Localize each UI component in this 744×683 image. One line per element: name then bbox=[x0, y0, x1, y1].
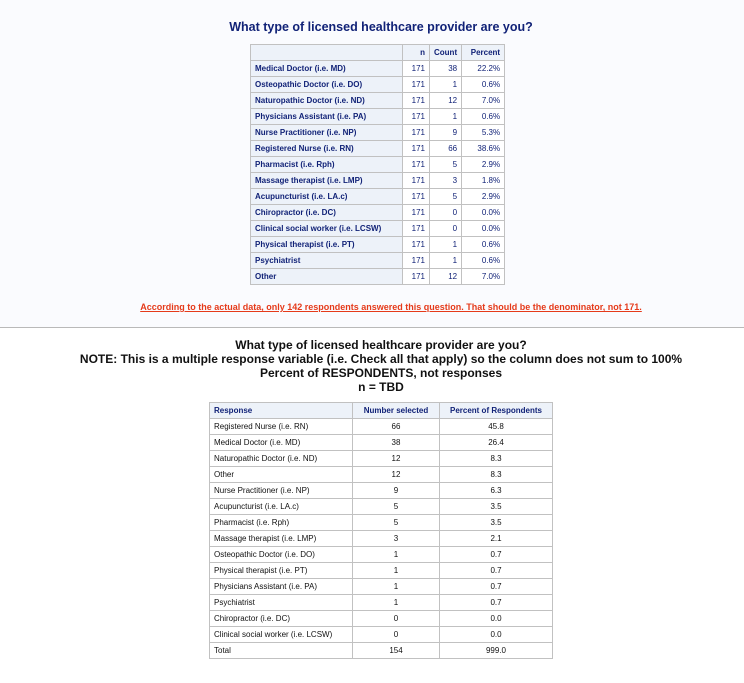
table1-title: What type of licensed healthcare provider are you? bbox=[229, 20, 533, 34]
table1-cell-count: 38 bbox=[430, 61, 462, 77]
table1-cell-n: 171 bbox=[403, 125, 430, 141]
table1-cell-n: 171 bbox=[403, 157, 430, 173]
table2-cell-number: 9 bbox=[353, 483, 440, 499]
table1-cell-percent: 0.6% bbox=[462, 109, 505, 125]
table1-row bbox=[251, 189, 505, 205]
table1-cell-percent: 0.0% bbox=[462, 205, 505, 221]
table1-cell-percent: 5.3% bbox=[462, 125, 505, 141]
table1-cell-percent: 2.9% bbox=[462, 189, 505, 205]
table2-cell-response: Massage therapist (i.e. LMP) bbox=[210, 531, 353, 547]
table2-cell-percent: 0.0 bbox=[440, 611, 553, 627]
table1-cell-percent: 0.6% bbox=[462, 237, 505, 253]
table1-header-percent: Percent bbox=[462, 45, 505, 61]
table2-cell-response: Physical therapist (i.e. PT) bbox=[210, 563, 353, 579]
table1-cell-percent: 0.0% bbox=[462, 221, 505, 237]
table2-cell-number: 1 bbox=[353, 579, 440, 595]
table2-cell-response: Clinical social worker (i.e. LCSW) bbox=[210, 627, 353, 643]
table2-cell-percent: 0.7 bbox=[440, 563, 553, 579]
table1-cell-n: 171 bbox=[403, 61, 430, 77]
table1-cell-n: 171 bbox=[403, 77, 430, 93]
table1-row-label: Massage therapist (i.e. LMP) bbox=[251, 173, 403, 189]
table2-header-row bbox=[210, 403, 553, 419]
table1-cell-n: 171 bbox=[403, 173, 430, 189]
table1-cell-n: 171 bbox=[403, 205, 430, 221]
table1-cell-percent: 7.0% bbox=[462, 269, 505, 285]
table1-cell-n: 171 bbox=[403, 237, 430, 253]
table1-cell-count: 1 bbox=[430, 109, 462, 125]
table2-header-number: Number selected bbox=[353, 403, 440, 419]
table1-row-label: Chiropractor (i.e. DC) bbox=[251, 205, 403, 221]
table2-row bbox=[210, 611, 553, 627]
table2-cell-response: Chiropractor (i.e. DC) bbox=[210, 611, 353, 627]
table2-cell-response: Total bbox=[210, 643, 353, 659]
table1-cell-percent: 7.0% bbox=[462, 93, 505, 109]
table2-cell-percent: 3.5 bbox=[440, 515, 553, 531]
table1-row bbox=[251, 253, 505, 269]
table1-cell-percent: 22.2% bbox=[462, 61, 505, 77]
table2-cell-number: 1 bbox=[353, 563, 440, 579]
table1-row bbox=[251, 237, 505, 253]
table2-cell-number: 5 bbox=[353, 515, 440, 531]
table2-cell-percent: 8.3 bbox=[440, 451, 553, 467]
table2-cell-percent: 0.7 bbox=[440, 547, 553, 563]
table1-row-label: Nurse Practitioner (i.e. NP) bbox=[251, 125, 403, 141]
table1-cell-n: 171 bbox=[403, 109, 430, 125]
table2-cell-response: Psychiatrist bbox=[210, 595, 353, 611]
table2-cell-number: 12 bbox=[353, 451, 440, 467]
table2-titles bbox=[0, 338, 744, 394]
table1-cell-count: 1 bbox=[430, 253, 462, 269]
table2-cell-percent: 26.4 bbox=[440, 435, 553, 451]
table2-cell-percent: 2.1 bbox=[440, 531, 553, 547]
table1-row-label: Osteopathic Doctor (i.e. DO) bbox=[251, 77, 403, 93]
table1-cell-count: 3 bbox=[430, 173, 462, 189]
table1-row-label: Medical Doctor (i.e. MD) bbox=[251, 61, 403, 77]
table2-row bbox=[210, 643, 553, 659]
table1-cell-percent: 2.9% bbox=[462, 157, 505, 173]
table2-row bbox=[210, 515, 553, 531]
table1-header-row bbox=[251, 45, 505, 61]
table2-cell-number: 38 bbox=[353, 435, 440, 451]
table1-cell-n: 171 bbox=[403, 141, 430, 157]
table2-n-line: n = TBD bbox=[358, 380, 404, 394]
table1-cell-percent: 0.6% bbox=[462, 77, 505, 93]
table1-cell-count: 12 bbox=[430, 269, 462, 285]
table1-header-n: n bbox=[403, 45, 430, 61]
provider-frequency-table bbox=[250, 44, 505, 285]
table2-cell-number: 0 bbox=[353, 627, 440, 643]
table2-cell-response: Registered Nurse (i.e. RN) bbox=[210, 419, 353, 435]
table2-row bbox=[210, 419, 553, 435]
table1-row bbox=[251, 269, 505, 285]
table1-row-label: Registered Nurse (i.e. RN) bbox=[251, 141, 403, 157]
table2-cell-percent: 6.3 bbox=[440, 483, 553, 499]
table1-cell-count: 0 bbox=[430, 205, 462, 221]
table2-cell-response: Nurse Practitioner (i.e. NP) bbox=[210, 483, 353, 499]
table2-header-response: Response bbox=[210, 403, 353, 419]
table1-cell-n: 171 bbox=[403, 269, 430, 285]
table2-cell-percent: 45.8 bbox=[440, 419, 553, 435]
table1-row-label: Physicians Assistant (i.e. PA) bbox=[251, 109, 403, 125]
table1-row bbox=[251, 125, 505, 141]
table2-row bbox=[210, 483, 553, 499]
table1-row bbox=[251, 221, 505, 237]
table2-cell-number: 3 bbox=[353, 531, 440, 547]
table1-cell-n: 171 bbox=[403, 189, 430, 205]
table1-row-label: Psychiatrist bbox=[251, 253, 403, 269]
table2-cell-percent: 999.0 bbox=[440, 643, 553, 659]
table1-row-label: Acupuncturist (i.e. LA.c) bbox=[251, 189, 403, 205]
table1-row-label: Clinical social worker (i.e. LCSW) bbox=[251, 221, 403, 237]
table2-row bbox=[210, 595, 553, 611]
table1-cell-count: 5 bbox=[430, 189, 462, 205]
table1-cell-percent: 0.6% bbox=[462, 253, 505, 269]
table2-row bbox=[210, 531, 553, 547]
table1-cell-percent: 1.8% bbox=[462, 173, 505, 189]
table2-cell-response: Acupuncturist (i.e. LA.c) bbox=[210, 499, 353, 515]
table1-cell-percent: 38.6% bbox=[462, 141, 505, 157]
table1-row bbox=[251, 61, 505, 77]
table2-cell-number: 5 bbox=[353, 499, 440, 515]
table2-cell-response: Physicians Assistant (i.e. PA) bbox=[210, 579, 353, 595]
table2-row bbox=[210, 467, 553, 483]
table2-cell-number: 1 bbox=[353, 547, 440, 563]
table1-row bbox=[251, 77, 505, 93]
table1-row bbox=[251, 109, 505, 125]
table2-cell-response: Naturopathic Doctor (i.e. ND) bbox=[210, 451, 353, 467]
table1-row-label: Physical therapist (i.e. PT) bbox=[251, 237, 403, 253]
table2-header-percent: Percent of Respondents bbox=[440, 403, 553, 419]
respondent-percent-table bbox=[209, 402, 553, 659]
table1-cell-count: 66 bbox=[430, 141, 462, 157]
table2-cell-response: Medical Doctor (i.e. MD) bbox=[210, 435, 353, 451]
table1-row bbox=[251, 205, 505, 221]
table2-cell-percent: 8.3 bbox=[440, 467, 553, 483]
table1-cell-n: 171 bbox=[403, 93, 430, 109]
table2-title: What type of licensed healthcare provider are you? bbox=[235, 338, 527, 352]
table1-row-label: Other bbox=[251, 269, 403, 285]
table2-cell-number: 1 bbox=[353, 595, 440, 611]
table1-row bbox=[251, 157, 505, 173]
table2-cell-percent: 0.7 bbox=[440, 579, 553, 595]
section-divider bbox=[0, 327, 744, 328]
table2-row bbox=[210, 499, 553, 515]
table1-cell-n: 171 bbox=[403, 253, 430, 269]
table2-cell-number: 66 bbox=[353, 419, 440, 435]
table2-cell-percent: 3.5 bbox=[440, 499, 553, 515]
table1-cell-count: 9 bbox=[430, 125, 462, 141]
table1-cell-count: 0 bbox=[430, 221, 462, 237]
table2-row bbox=[210, 435, 553, 451]
table1-cell-count: 1 bbox=[430, 77, 462, 93]
table1-cell-count: 5 bbox=[430, 157, 462, 173]
table2-cell-number: 12 bbox=[353, 467, 440, 483]
table2-row bbox=[210, 451, 553, 467]
table1-row-label: Naturopathic Doctor (i.e. ND) bbox=[251, 93, 403, 109]
table2-cell-response: Pharmacist (i.e. Rph) bbox=[210, 515, 353, 531]
table1-cell-n: 171 bbox=[403, 221, 430, 237]
table2-cell-number: 0 bbox=[353, 611, 440, 627]
table2-cell-response: Other bbox=[210, 467, 353, 483]
table2-cell-number: 154 bbox=[353, 643, 440, 659]
table2-note-line: NOTE: This is a multiple response variable (i.e. Check all that apply) so the column does not sum to 100% bbox=[79, 352, 683, 366]
table1-row bbox=[251, 141, 505, 157]
table2-cell-percent: 0.0 bbox=[440, 627, 553, 643]
table2-cell-percent: 0.7 bbox=[440, 595, 553, 611]
table1-row-label: Pharmacist (i.e. Rph) bbox=[251, 157, 403, 173]
table2-subtitle: Percent of RESPONDENTS, not responses bbox=[259, 366, 503, 380]
table2-row bbox=[210, 563, 553, 579]
table1-header-count: Count bbox=[430, 45, 462, 61]
table1-row bbox=[251, 93, 505, 109]
data-note: According to the actual data, only 142 respondents answered this question. That should be the denominator, not 171. bbox=[140, 302, 642, 312]
table2-cell-response: Osteopathic Doctor (i.e. DO) bbox=[210, 547, 353, 563]
table2-row bbox=[210, 547, 553, 563]
table1-row bbox=[251, 173, 505, 189]
table1-corner-cell bbox=[251, 45, 403, 61]
table1-cell-count: 1 bbox=[430, 237, 462, 253]
table2-row bbox=[210, 627, 553, 643]
table2-row bbox=[210, 579, 553, 595]
table1-cell-count: 12 bbox=[430, 93, 462, 109]
